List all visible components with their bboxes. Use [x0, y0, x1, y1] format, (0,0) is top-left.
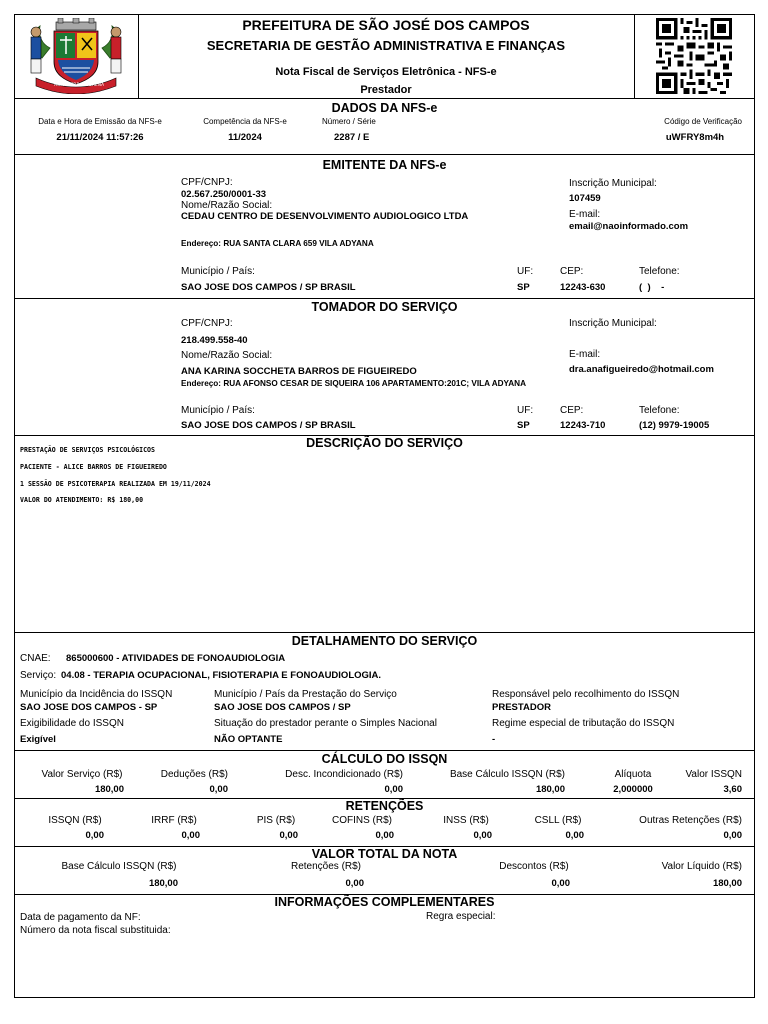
tomador-uf-label: UF:	[517, 405, 534, 416]
divider	[14, 298, 755, 299]
ret-outras-label: Outras Retenções (R$)	[639, 815, 742, 826]
emitente-im-label: Inscrição Municipal:	[569, 178, 657, 189]
prestacao-label: Município / País da Prestação do Serviço	[214, 689, 397, 700]
exigibilidade-label: Exigibilidade do ISSQN	[20, 718, 124, 729]
ret-pis-value: 0,00	[279, 830, 298, 841]
valor-issqn-value: 3,60	[723, 784, 742, 795]
section-title-descricao: DESCRIÇÃO DO SERVIÇO	[306, 436, 463, 450]
emitente-email-label: E-mail:	[569, 209, 601, 220]
emitente-im-value: 107459	[569, 193, 601, 204]
valor-servico-value: 180,00	[94, 784, 124, 795]
city-crest-logo	[22, 18, 130, 94]
emitente-cep-label: CEP:	[560, 266, 584, 277]
emitente-cpf-value: 02.567.250/0001-33	[181, 189, 267, 200]
total-base-label: Base Cálculo ISSQN (R$)	[61, 861, 177, 872]
emitente-cep-value: 12243-630	[560, 282, 606, 293]
ret-outras-value: 0,00	[723, 830, 742, 841]
valor-issqn-label: Valor ISSQN	[685, 769, 742, 780]
ret-irrf-value: 0,00	[181, 830, 200, 841]
emissao-value: 21/11/2024 11:57:26	[56, 132, 144, 143]
tomador-cpf-label: CPF/CNPJ:	[181, 318, 233, 329]
numero-label: Número / Série	[322, 117, 376, 126]
total-descontos-value: 0,00	[551, 878, 570, 889]
ret-pis-label: PIS (R$)	[256, 815, 296, 826]
tomador-endereco: Endereço: RUA AFONSO CESAR DE SIQUEIRA 106 APARTAMENTO:201C; VILA ADYANA	[181, 379, 526, 388]
total-liquido-value: 180,00	[712, 878, 742, 889]
exigibilidade-value: Exigível	[20, 734, 56, 745]
ret-irrf-label: IRRF (R$)	[151, 815, 197, 826]
cnae-label: CNAE:	[20, 653, 51, 664]
ret-csll-value: 0,00	[565, 830, 584, 841]
prestacao-value: SAO JOSE DOS CAMPOS / SP	[214, 702, 351, 713]
simples-label: Situação do prestador perante o Simples Nacional	[214, 718, 437, 729]
valor-servico-label: Valor Serviço (R$)	[41, 769, 123, 780]
servico-label: Serviço:	[20, 670, 57, 681]
incidencia-value: SAO JOSE DOS CAMPOS - SP	[20, 702, 158, 713]
emitente-cpf-label: CPF/CNPJ:	[181, 177, 233, 188]
emitente-uf-value: SP	[517, 282, 530, 293]
section-title-calculo: CÁLCULO DO ISSQN	[321, 752, 448, 766]
divider	[14, 632, 755, 633]
aliquota-value: 2,000000	[613, 784, 653, 795]
section-title-info: INFORMAÇÕES COMPLEMENTARES	[274, 895, 495, 909]
deducoes-value: 0,00	[209, 784, 228, 795]
responsavel-label: Responsável pelo recolhimento do ISSQN	[492, 689, 680, 700]
descricao-line: 1 SESSÃO DE PSICOTERAPIA REALIZADA EM 19/11/2024	[20, 480, 211, 488]
desconto-incond-value: 0,00	[384, 784, 403, 795]
tomador-im-label: Inscrição Municipal:	[569, 318, 657, 329]
info-substituida-label: Número da nota fiscal substituida:	[20, 925, 171, 936]
crest-motto-left: AURA TERRA	[54, 83, 83, 88]
header-title-city: PREFEITURA DE SÃO JOSÉ DOS CAMPOS	[242, 17, 530, 33]
regime-label: Regime especial de tributação do ISSQN	[492, 718, 675, 729]
tomador-cep-label: CEP:	[560, 405, 584, 416]
section-title-total: VALOR TOTAL DA NOTA	[311, 847, 458, 861]
section-title-emitente: EMITENTE DA NFS-e	[322, 158, 447, 172]
header-via: Prestador	[360, 84, 412, 96]
emitente-email-value: email@naoinformado.com	[569, 221, 689, 232]
total-descontos-label: Descontos (R$)	[499, 861, 569, 872]
total-retencoes-label: Retenções (R$)	[290, 861, 362, 872]
ret-issqn-label: ISSQN (R$)	[48, 815, 102, 826]
competencia-label: Competência da NFS-e	[203, 117, 287, 126]
tomador-tel-label: Telefone:	[639, 405, 680, 416]
tomador-municipio-label: Município / País:	[181, 405, 255, 416]
emitente-uf-label: UF:	[517, 266, 534, 277]
competencia-value: 11/2024	[228, 132, 262, 143]
info-pagamento-label: Data de pagamento da NF:	[20, 912, 141, 923]
divider	[634, 14, 635, 98]
tomador-nome-value: ANA KARINA SOCCHETA BARROS DE FIGUEIREDO	[181, 366, 417, 377]
deducoes-label: Deduções (R$)	[160, 769, 228, 780]
tomador-email-value: dra.anafigueiredo@hotmail.com	[569, 364, 714, 375]
info-regra-label: Regra especial:	[426, 911, 496, 922]
emitente-tel-value: ( ) -	[639, 282, 665, 293]
ret-cofins-value: 0,00	[375, 830, 394, 841]
divider	[14, 154, 755, 155]
codigo-value: uWFRY8m4h	[665, 132, 725, 143]
tomador-tel-value: (12) 9979-19005	[639, 420, 710, 431]
ret-cofins-label: COFINS (R$)	[332, 815, 392, 826]
tomador-cep-value: 12243-710	[560, 420, 606, 431]
tomador-municipio-value: SAO JOSE DOS CAMPOS / SP BRASIL	[181, 420, 356, 431]
tomador-nome-label: Nome/Razão Social:	[181, 350, 273, 361]
tomador-cpf-value: 218.499.558-40	[181, 335, 248, 346]
aliquota-label: Alíquota	[614, 769, 652, 780]
emissao-label: Data e Hora de Emissão da NFS-e	[38, 117, 162, 126]
tomador-email-label: E-mail:	[569, 349, 601, 360]
emitente-municipio-label: Município / País:	[181, 266, 255, 277]
simples-value: NÃO OPTANTE	[214, 734, 283, 745]
base-calculo-value: 180,00	[535, 784, 565, 795]
cnae-value: 865000600 - ATIVIDADES DE FONOAUDIOLOGIA	[66, 653, 286, 664]
ret-issqn-value: 0,00	[85, 830, 104, 841]
total-retencoes-value: 0,00	[345, 878, 364, 889]
total-base-value: 180,00	[148, 878, 178, 889]
numero-value: 2287 / E	[334, 132, 370, 143]
divider	[14, 98, 755, 99]
header-doc-type: Nota Fiscal de Serviços Eletrônica - NFS-e	[275, 66, 497, 78]
tomador-uf-value: SP	[517, 420, 530, 431]
ret-inss-label: INSS (R$)	[443, 815, 489, 826]
emitente-tel-label: Telefone:	[639, 266, 680, 277]
regime-value: -	[492, 734, 496, 745]
descricao-line: PRESTAÇÃO DE SERVIÇOS PSICOLÓGICOS	[20, 446, 155, 454]
section-title-retencoes: RETENÇÕES	[345, 799, 424, 813]
divider	[138, 14, 139, 98]
section-title-dados: DADOS DA NFS-e	[331, 101, 438, 115]
ret-csll-label: CSLL (R$)	[534, 815, 582, 826]
descricao-line: PACIENTE - ALICE BARROS DE FIGUEIREDO	[20, 463, 167, 471]
responsavel-value: PRESTADOR	[492, 702, 551, 713]
servico-value: 04.08 - TERAPIA OCUPACIONAL, FISIOTERAPIA E FONOAUDIOLOGIA.	[61, 670, 382, 681]
desconto-incond-label: Desc. Incondicionado (R$)	[285, 769, 403, 780]
emitente-nome-value: CEDAU CENTRO DE DESENVOLVIMENTO AUDIOLOGICO LTDA	[181, 211, 469, 222]
ret-inss-value: 0,00	[473, 830, 492, 841]
qr-code[interactable]	[656, 18, 732, 94]
divider	[14, 750, 755, 751]
codigo-label: Código de Verificação	[664, 117, 742, 126]
header-title-secretaria: SECRETARIA DE GESTÃO ADMINISTRATIVA E FINANÇAS	[206, 38, 566, 53]
emitente-municipio-value: SAO JOSE DOS CAMPOS / SP BRASIL	[181, 282, 356, 293]
section-title-detalhamento: DETALHAMENTO DO SERVIÇO	[291, 634, 478, 648]
emitente-endereco: Endereço: RUA SANTA CLARA 659 VILA ADYANA	[181, 239, 374, 248]
descricao-line: VALOR DO ATENDIMENTO: R$ 180,00	[20, 496, 144, 504]
incidencia-label: Município da Incidência do ISSQN	[20, 689, 173, 700]
total-liquido-label: Valor Líquido (R$)	[661, 861, 742, 872]
crest-motto-right: SERENA	[86, 83, 105, 88]
base-calculo-label: Base Cálculo ISSQN (R$)	[449, 769, 565, 780]
emitente-nome-label: Nome/Razão Social:	[181, 200, 273, 211]
section-title-tomador: TOMADOR DO SERVIÇO	[311, 300, 458, 314]
